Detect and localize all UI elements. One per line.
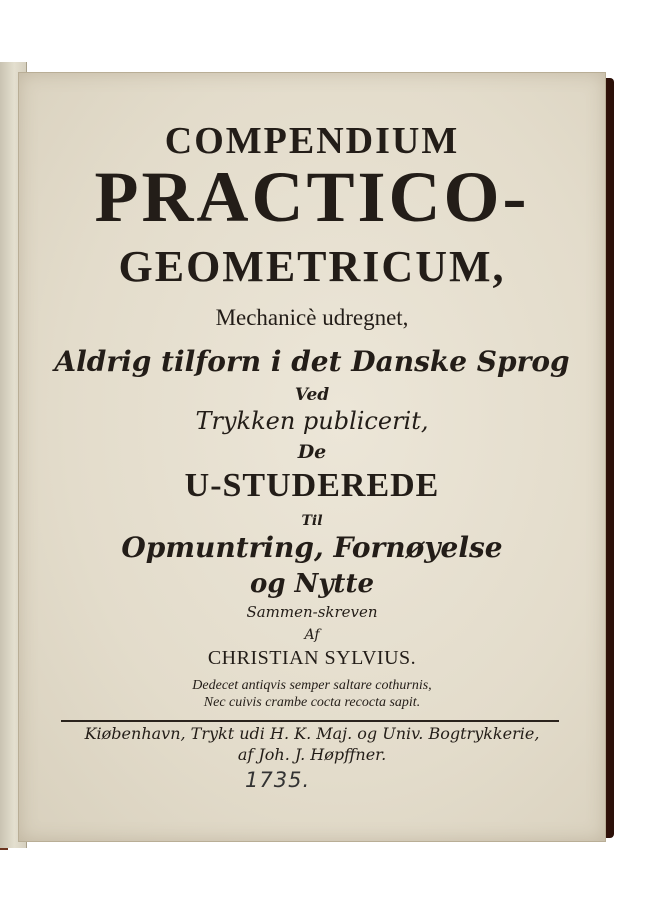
subtitle-trykken: Trykken publicerit, (195, 407, 429, 435)
subtitle-mechanice: Mechanicè udregnet, (215, 305, 409, 330)
subtitle-opmuntring: Opmuntring, Fornøyelse (121, 531, 503, 564)
author-name: CHRISTIAN SYLVIUS. (207, 647, 417, 669)
title-line-practico: PRACTICO- (94, 157, 530, 237)
subtitle-ustuderede: U-STUDEREDE (184, 467, 440, 504)
subtitle-og-nytte: og Nytte (249, 569, 374, 599)
motto-line-1: Dedecet antiqvis semper saltare cothurnis, (192, 678, 432, 693)
subtitle-ved: Ved (294, 385, 330, 405)
imprint-line-2: af Joh. J. Høpffner. (237, 745, 387, 764)
title-page (18, 72, 606, 842)
motto-line-2: Nec cuivis crambe cocta recocta sapit. (203, 695, 421, 710)
handwritten-year: 1735. (245, 768, 311, 792)
title-line-geometricum: GEOMETRICUM, (118, 242, 506, 291)
subtitle-til: Til (301, 513, 323, 529)
imprint-line-1: Kiøbenhavn, Trykt udi H. K. Maj. og Univ. Bogtrykkerie, (84, 724, 540, 743)
imprint-rule (61, 720, 559, 722)
subtitle-aldrig: Aldrig tilforn i det Danske Sprog (54, 345, 570, 378)
subtitle-af: Af (304, 627, 320, 643)
subtitle-de: De (297, 441, 327, 463)
title-line-compendium: COMPENDIUM (164, 120, 460, 162)
subtitle-sammenskreven: Sammen-skreven (246, 603, 378, 621)
